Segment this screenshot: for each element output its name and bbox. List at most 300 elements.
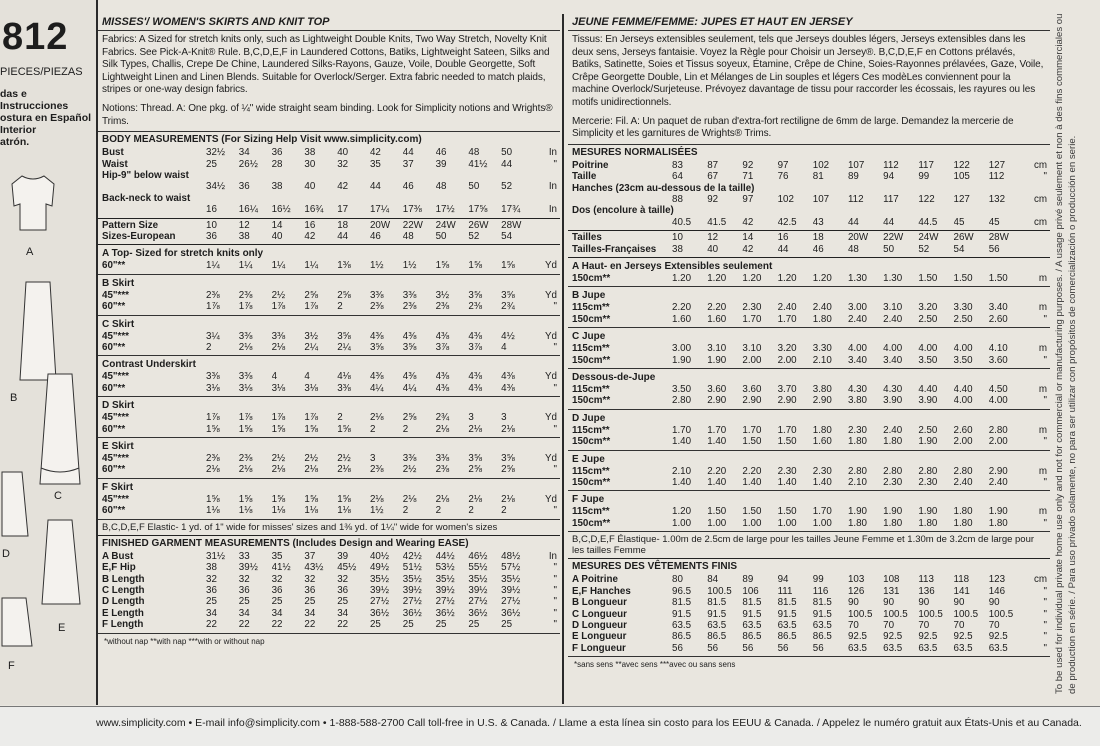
table-cell: 36½ [501,607,521,619]
table-cell: 2.40 [953,477,973,489]
table-cell: 24W [435,219,456,231]
table-cell: 2 [337,301,343,313]
yardage-view-title: E Skirt [102,441,134,453]
mesures-title: MESURES NORMALISÉES [572,146,698,158]
table-cell: 2.80 [847,465,868,477]
table-cell: 64 [672,171,683,183]
unit-cell: cm [1033,193,1047,205]
table-cell: 4⅜ [501,371,515,383]
table-row [98,301,560,312]
table-row [568,518,1050,529]
table-cell: 2.40 [812,302,832,314]
table-cell: 38 [271,181,283,193]
table-cell: 4½ [501,330,515,342]
table-cell: 27½ [501,596,521,608]
table-cell: 70 [847,619,859,631]
table-cell: 32 [206,573,217,585]
view-label-f: F [8,660,15,672]
table-cell: 92.5 [988,631,1008,643]
table-cell: 50 [435,231,447,242]
table-cell: 2.60 [988,313,1008,325]
contact-text: www.simplicity.com • E-mail info@simplicity.com • 1-888-588-2700 Call toll-free in U.S. & Canada. / Llame a esta línea sin costo para los EEUU & Canada. / Appelez le numéro gratuit aux États-Unis et au Canada. [96,717,1082,729]
table-cell: 1.00 [812,517,832,529]
table-cell: 1½ [369,505,384,517]
table-cell: 3⅛ [304,382,319,394]
table-row [568,384,1050,395]
row-label: Back-neck to waist [102,192,191,204]
table-cell: 37 [402,158,414,170]
table-cell: 17¾ [501,204,521,216]
table-cell: 70 [918,619,930,631]
table-cell: 103 [847,574,865,586]
yardage-table [98,260,560,271]
unit-cell: " [553,596,557,608]
table-cell: 27½ [435,596,455,608]
yardage-table [568,343,1050,366]
table-row [568,586,1050,597]
table-cell: 3⅞ [468,342,482,354]
table-cell: 39½ [238,562,258,574]
unit-cell: " [1043,395,1047,407]
table-cell: 27½ [468,596,488,608]
table-cell: 3.80 [812,384,832,396]
table-cell: 45 [953,216,965,228]
table-cell: 3.50 [918,354,938,366]
row-label: 45"*** [102,330,129,342]
table-cell: 30 [304,158,316,170]
table-row [568,631,1050,642]
table-cell: 48 [468,147,480,159]
table-cell: 36½ [435,607,455,619]
table-cell: 38 [238,231,250,242]
yardage-block [568,287,1050,328]
table-cell: 49½ [369,562,390,574]
notions-text: Notions: Thread. A: One pkg. of ¼" wide straight seam binding. Look for Simplicity notions and Wrights® Trims. [98,100,560,132]
table-cell: 35 [369,158,381,170]
table-row [98,204,560,215]
table-cell: 3.70 [777,384,797,396]
table-cell: 3.90 [883,395,903,407]
table-cell: 91.5 [672,608,692,620]
yardage-block [568,328,1050,369]
table-cell: 20W [847,232,869,244]
table-cell: 81.5 [707,597,727,609]
table-cell: 2 [206,342,212,354]
table-cell: 2⅛ [369,412,384,424]
table-cell: 3.30 [812,343,832,355]
table-cell: 2.80 [672,395,692,407]
table-cell: 17⅝ [468,204,488,216]
elastique-note: B,C,D,E,F Élastique- 1.00m de 2.5cm de large pour les tailles Jeune Femme et 1.30m de 3.2cm de large pour les tailles Femme [568,532,1050,559]
table-cell: 56 [672,642,683,654]
table-cell: 4.00 [988,395,1008,407]
table-cell: 91.5 [707,608,727,620]
table-cell: 2.30 [812,465,832,477]
table-cell: 1⅝ [206,423,220,435]
table-cell: 2.30 [777,465,797,477]
table-cell: 4⅜ [402,330,417,342]
row-label: E Longueur [572,631,627,643]
table-row [568,436,1050,447]
unit-cell: Yd [545,260,557,272]
table-cell: 25 [271,596,283,608]
table-cell: 4.00 [847,343,868,355]
unit-cell: m [1038,465,1047,477]
table-row [98,494,560,505]
unit-cell: Yd [545,371,557,383]
table-cell: 81.5 [742,597,762,609]
table-cell: 2⅛ [337,464,351,476]
table-cell: 55½ [468,562,488,574]
unit-cell: " [553,562,557,574]
table-cell: 2⅜ [206,453,220,465]
row-label [568,217,672,228]
table-cell: 34 [271,607,283,619]
table-cell: 1.40 [812,477,832,489]
table-cell: 84 [707,574,719,586]
table-cell: 1.90 [918,436,938,448]
table-row [568,171,1050,182]
row-label: 45"*** [102,493,129,505]
table-cell: 1⅝ [206,493,220,505]
unit-cell: m [1038,506,1047,518]
table-cell: 40 [304,181,316,193]
table-cell: 54 [953,243,965,255]
table-cell: 3.20 [777,343,797,355]
table-cell: 100.5 [918,608,943,620]
table-cell: 2⅛ [435,423,450,435]
table-cell: 3.60 [742,384,762,396]
table-cell: 42 [742,216,754,228]
table-cell: 63.5 [988,642,1008,654]
table-cell: 1.30 [883,273,903,284]
table-cell: 1⅞ [271,412,286,424]
table-cell: 40 [707,243,719,255]
view-label-c: C [54,490,62,502]
row-label [98,204,206,215]
table-row [98,260,560,271]
table-cell: 2⅜ [435,464,450,476]
skirt-e-sketch [38,518,84,608]
table-cell: 1⅛ [271,505,286,517]
table-cell: 126 [847,585,865,597]
table-cell: 52 [468,231,480,242]
table-cell: 4⅜ [468,382,482,394]
table-cell: 2.30 [918,477,938,489]
row-label: C Length [102,584,145,596]
unit-cell: m [1038,273,1047,284]
table-cell: 4⅜ [468,371,482,383]
table-cell: 48 [402,231,414,242]
table-cell: 28 [271,158,283,170]
yardage-section [98,245,560,519]
table-cell: 2.90 [707,395,727,407]
table-cell: 94 [777,574,789,586]
table-cell: 12 [707,232,719,244]
unit-cell: " [553,423,557,435]
table-cell: 1.80 [988,517,1008,529]
table-cell: 22 [206,619,217,631]
table-cell: 1.00 [742,517,762,529]
yardage-view-title: E Jupe [572,453,605,465]
table-row [568,574,1050,585]
table-cell: 1.20 [812,273,832,284]
table-cell: 86.5 [812,631,832,643]
table-row [98,505,560,516]
table-cell: 44 [501,158,513,170]
row-label: 60"** [102,464,126,476]
table-cell: 32 [304,573,316,585]
table-cell: 63.5 [742,619,762,631]
table-cell: 89 [742,574,754,586]
table-cell: 44 [777,243,789,255]
table-cell: 39½ [501,584,521,596]
unit-cell: " [553,573,557,585]
table-cell: 3⅝ [468,453,482,465]
table-cell: 25 [501,619,513,631]
row-label [98,181,206,192]
unit-cell: In [548,181,557,193]
unit-cell: " [553,342,557,354]
unit-cell: m [1038,384,1047,396]
metrage-section [568,258,1050,532]
table-cell: 100.5 [953,608,979,620]
table-cell: 32 [271,573,283,585]
table-cell: 63.5 [707,619,727,631]
table-cell: 1⅝ [468,260,482,272]
table-cell: 2.40 [988,477,1008,489]
table-cell: 1.70 [742,313,762,325]
table-row [98,585,560,596]
row-label: 60"** [102,342,126,354]
table-cell: 46 [369,231,381,242]
table-cell: 54 [501,231,513,242]
unit-cell [534,231,560,242]
table-cell: 36 [337,584,349,596]
unit-cell: " [553,158,557,170]
table-cell: 1½ [369,260,384,272]
table-cell: 50 [501,147,513,159]
table-cell: 102 [812,159,830,171]
unit-cell: " [553,584,557,596]
contact-bar [0,706,1100,746]
table-cell: 3.40 [988,302,1008,314]
table-cell: 111 [777,585,793,597]
table-row [98,383,560,394]
table-cell: 92 [707,193,719,205]
table-cell: 22W [883,232,904,244]
table-cell: 25 [435,619,447,631]
table-cell: 17 [337,204,349,216]
table-row [568,232,1050,243]
table-row [98,231,560,242]
table-cell: 35 [271,550,283,562]
table-cell: 26W [953,232,974,244]
table-cell: 112 [883,159,899,171]
table-cell: 4.00 [918,343,938,355]
yardage-table [568,425,1050,448]
table-cell: 1.50 [777,436,797,448]
table-cell: 2½ [271,453,286,465]
table-cell: 2.80 [988,424,1008,436]
table-cell: 141 [953,585,970,597]
table-cell: 123 [988,574,1006,586]
row-label: 150cm** [572,517,611,529]
table-cell: 2⅛ [238,342,253,354]
table-cell: 67 [707,171,719,183]
table-cell: 3.90 [918,395,938,407]
elastic-note: B,C,D,E,F Elastic- 1 yd. of 1" wide for misses' sizes and 1⅜ yd. of 1¼" wide for women's sizes [98,520,560,536]
table-cell: 3 [468,412,474,424]
table-cell: 2⅜ [468,301,482,313]
unit-cell: " [553,619,557,631]
table-cell: 1¼ [206,260,220,272]
table-cell: 4⅜ [402,371,417,383]
unit-cell: In [548,550,557,562]
table-row [568,244,1050,255]
table-cell: 100.5 [847,608,873,620]
table-cell: 39 [435,158,447,170]
table-cell: 2.80 [918,465,938,477]
row-label: 150cm** [572,395,611,407]
table-cell: 39 [337,550,349,562]
table-cell: 2 [435,505,442,517]
table-cell: 25 [206,596,217,608]
yardage-block [98,275,560,316]
table-cell: 16 [304,219,316,231]
table-cell: 122 [918,193,935,205]
table-cell: 87 [707,159,719,171]
table-cell: 97 [777,159,789,171]
table-cell: 4¼ [402,382,417,394]
table-cell: 2⅝ [337,289,351,301]
table-cell: 1.80 [883,436,903,448]
table-cell: 2.10 [812,354,832,366]
table-cell: 2⅝ [304,289,319,301]
table-row [98,147,560,158]
table-cell: 4.10 [988,343,1008,355]
table-cell: 1⅞ [304,412,319,424]
table-cell: 3.60 [707,384,727,396]
body-measurements-title: BODY MEASUREMENTS (For Sizing Help Visit www.simplicity.com) [102,134,422,146]
table-cell: 2.40 [777,302,797,314]
table-cell: 1.90 [918,506,938,518]
unit-cell: cm [1033,574,1047,586]
table-cell: 44 [883,216,895,228]
table-cell: 46½ [468,550,488,562]
table-cell: 97 [742,193,754,205]
table-row [98,562,560,573]
table-cell: 42½ [402,550,422,562]
unit-cell [534,220,560,231]
table-cell: 44 [402,147,414,159]
row-label: 115cm** [572,424,610,436]
table-cell: 1¼ [271,260,286,272]
table-row [568,395,1050,406]
usage-notice [1054,14,1094,704]
table-cell: 112 [988,171,1005,183]
table-cell: 1.90 [847,506,868,518]
table-cell: 2⅜ [402,301,417,313]
table-cell: 33 [238,550,250,562]
table-cell: 1⅞ [206,301,220,313]
table-cell: 39½ [402,584,422,596]
table-cell: 2½ [402,464,417,476]
table-cell: 2½ [304,453,319,465]
table-cell: 1.90 [672,354,692,366]
table-cell: 1.50 [742,436,762,448]
table-cell: 1.20 [672,273,692,284]
table-cell: 81 [812,171,824,183]
table-cell: 127 [953,193,970,205]
table-cell: 3.50 [672,384,692,396]
table-cell: 3 [501,412,507,424]
view-label-d: D [2,548,10,560]
table-cell: 1.70 [777,424,797,436]
table-cell: 2.30 [742,302,762,314]
table-cell: 36 [238,181,250,193]
table-row [98,608,560,619]
table-cell: 1.20 [707,273,727,284]
table-cell: 100.5 [883,608,908,620]
yardage-block [98,397,560,438]
table-cell: 3⅞ [435,342,450,354]
table-cell: 25 [304,596,316,608]
table-cell: 1⅝ [337,493,351,505]
table-cell: 1⅞ [271,301,286,313]
table-cell: 4⅜ [369,330,384,342]
table-cell: 4⅜ [435,371,450,383]
table-cell: 25 [468,619,480,631]
table-cell: 2⅜ [206,289,220,301]
row-label: Tailles-Françaises [572,243,657,255]
row-label: 115cm** [572,384,610,396]
unit-cell: " [1043,517,1047,529]
table-cell: 90 [847,597,859,609]
table-cell: 4⅜ [435,382,450,394]
table-cell: 3½ [304,330,319,342]
unit-cell: " [553,382,557,394]
table-row [568,205,1050,216]
row-label: C Longueur [572,608,627,620]
table-cell: 4⅛ [337,371,351,383]
row-label: B Length [102,573,145,585]
table-cell: 41½ [468,158,488,170]
table-cell: 2⅛ [271,342,286,354]
table-row [568,194,1050,205]
table-cell: 40.5 [672,216,692,228]
yardage-block [568,410,1050,451]
skirt-d-sketch [0,470,30,540]
table-row [98,424,560,435]
table-cell: 99 [918,171,930,183]
table-row [98,331,560,342]
table-cell: 52 [918,243,930,255]
table-cell: 1.50 [777,506,797,518]
table-cell: 44 [847,216,859,228]
table-cell: 2 [402,423,409,435]
table-cell: 100.5 [707,585,732,597]
table-cell: 1⅝ [304,493,319,505]
table-cell: 1⅞ [304,301,319,313]
yardage-block [568,369,1050,410]
yardage-view-title: F Skirt [102,481,134,493]
table-cell: 34 [337,607,349,619]
row-label [568,194,672,205]
table-cell: 1.40 [777,477,797,489]
table-row [98,181,560,192]
table-cell: 2⅛ [435,493,450,505]
